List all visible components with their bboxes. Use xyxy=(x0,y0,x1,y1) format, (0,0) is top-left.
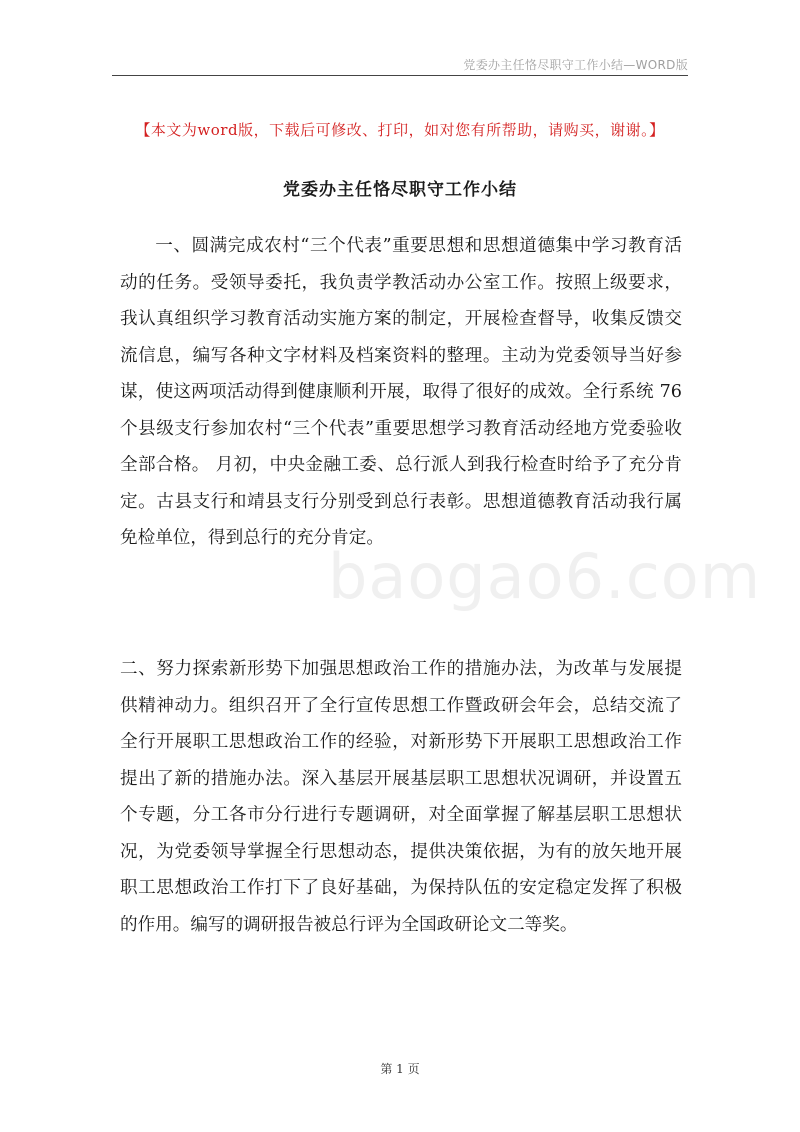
paragraph-2: 二、努力探索新形势下加强思想政治工作的措施办法，为改革与发展提供精神动力。组织召开了全行宣传思想工作暨政研会年会，总结交流了全行开展职工思想政治工作的经验，对新形势下开展职工思想政治工作提出了新的措施办法。深入基层开展基层职工思想状况调研，并设置五个专题，分工各市分行进行专题调研，对全面掌握了解基层职工思想状况，为党委领导掌握全行思想动态，提供决策依据，为有的放矢地开展职工思想政治工作打下了良好基础，为保持队伍的安定稳定发挥了积极的作用。编写的调研报告被总行评为全国政研论文二等奖。 xyxy=(120,659,682,935)
page-number: 第 1 页 xyxy=(380,1062,420,1076)
purchase-notice: 【本文为word版，下载后可修改、打印，如对您有所帮助，请购买，谢谢。】 xyxy=(135,121,665,139)
document-title: 党委办主任恪尽职守工作小结 xyxy=(283,180,517,200)
running-header: 党委办主任恪尽职守工作小结—WORD版 xyxy=(463,58,688,72)
header-divider xyxy=(112,75,688,76)
paragraph-1: 一、圆满完成农村“三个代表”重要思想和思想道德集中学习教育活动的任务。受领导委托，我负责学教活动办公室工作。按照上级要求，我认真组织学习教育活动实施方案的制定，开展检查督导，收集反馈交流信息，编写各种文字材料及档案资料的整理。主动为党委领导当好参谋，使这两项活动得到健康顺利开展，取得了很好的成效。全行系统 76 个县级支行参加农村“三个代表”重要思想学习教育活动经地方党委验收全部合格。 月初，中央金融工委、总行派人到我行检查时给予了充分肯定。古县支行和靖县支行分别受到总行表彰。思想道德教育活动我行属免检单位，得到总行的充分肯定。 xyxy=(120,236,682,548)
watermark: baogao6.com xyxy=(328,540,762,613)
